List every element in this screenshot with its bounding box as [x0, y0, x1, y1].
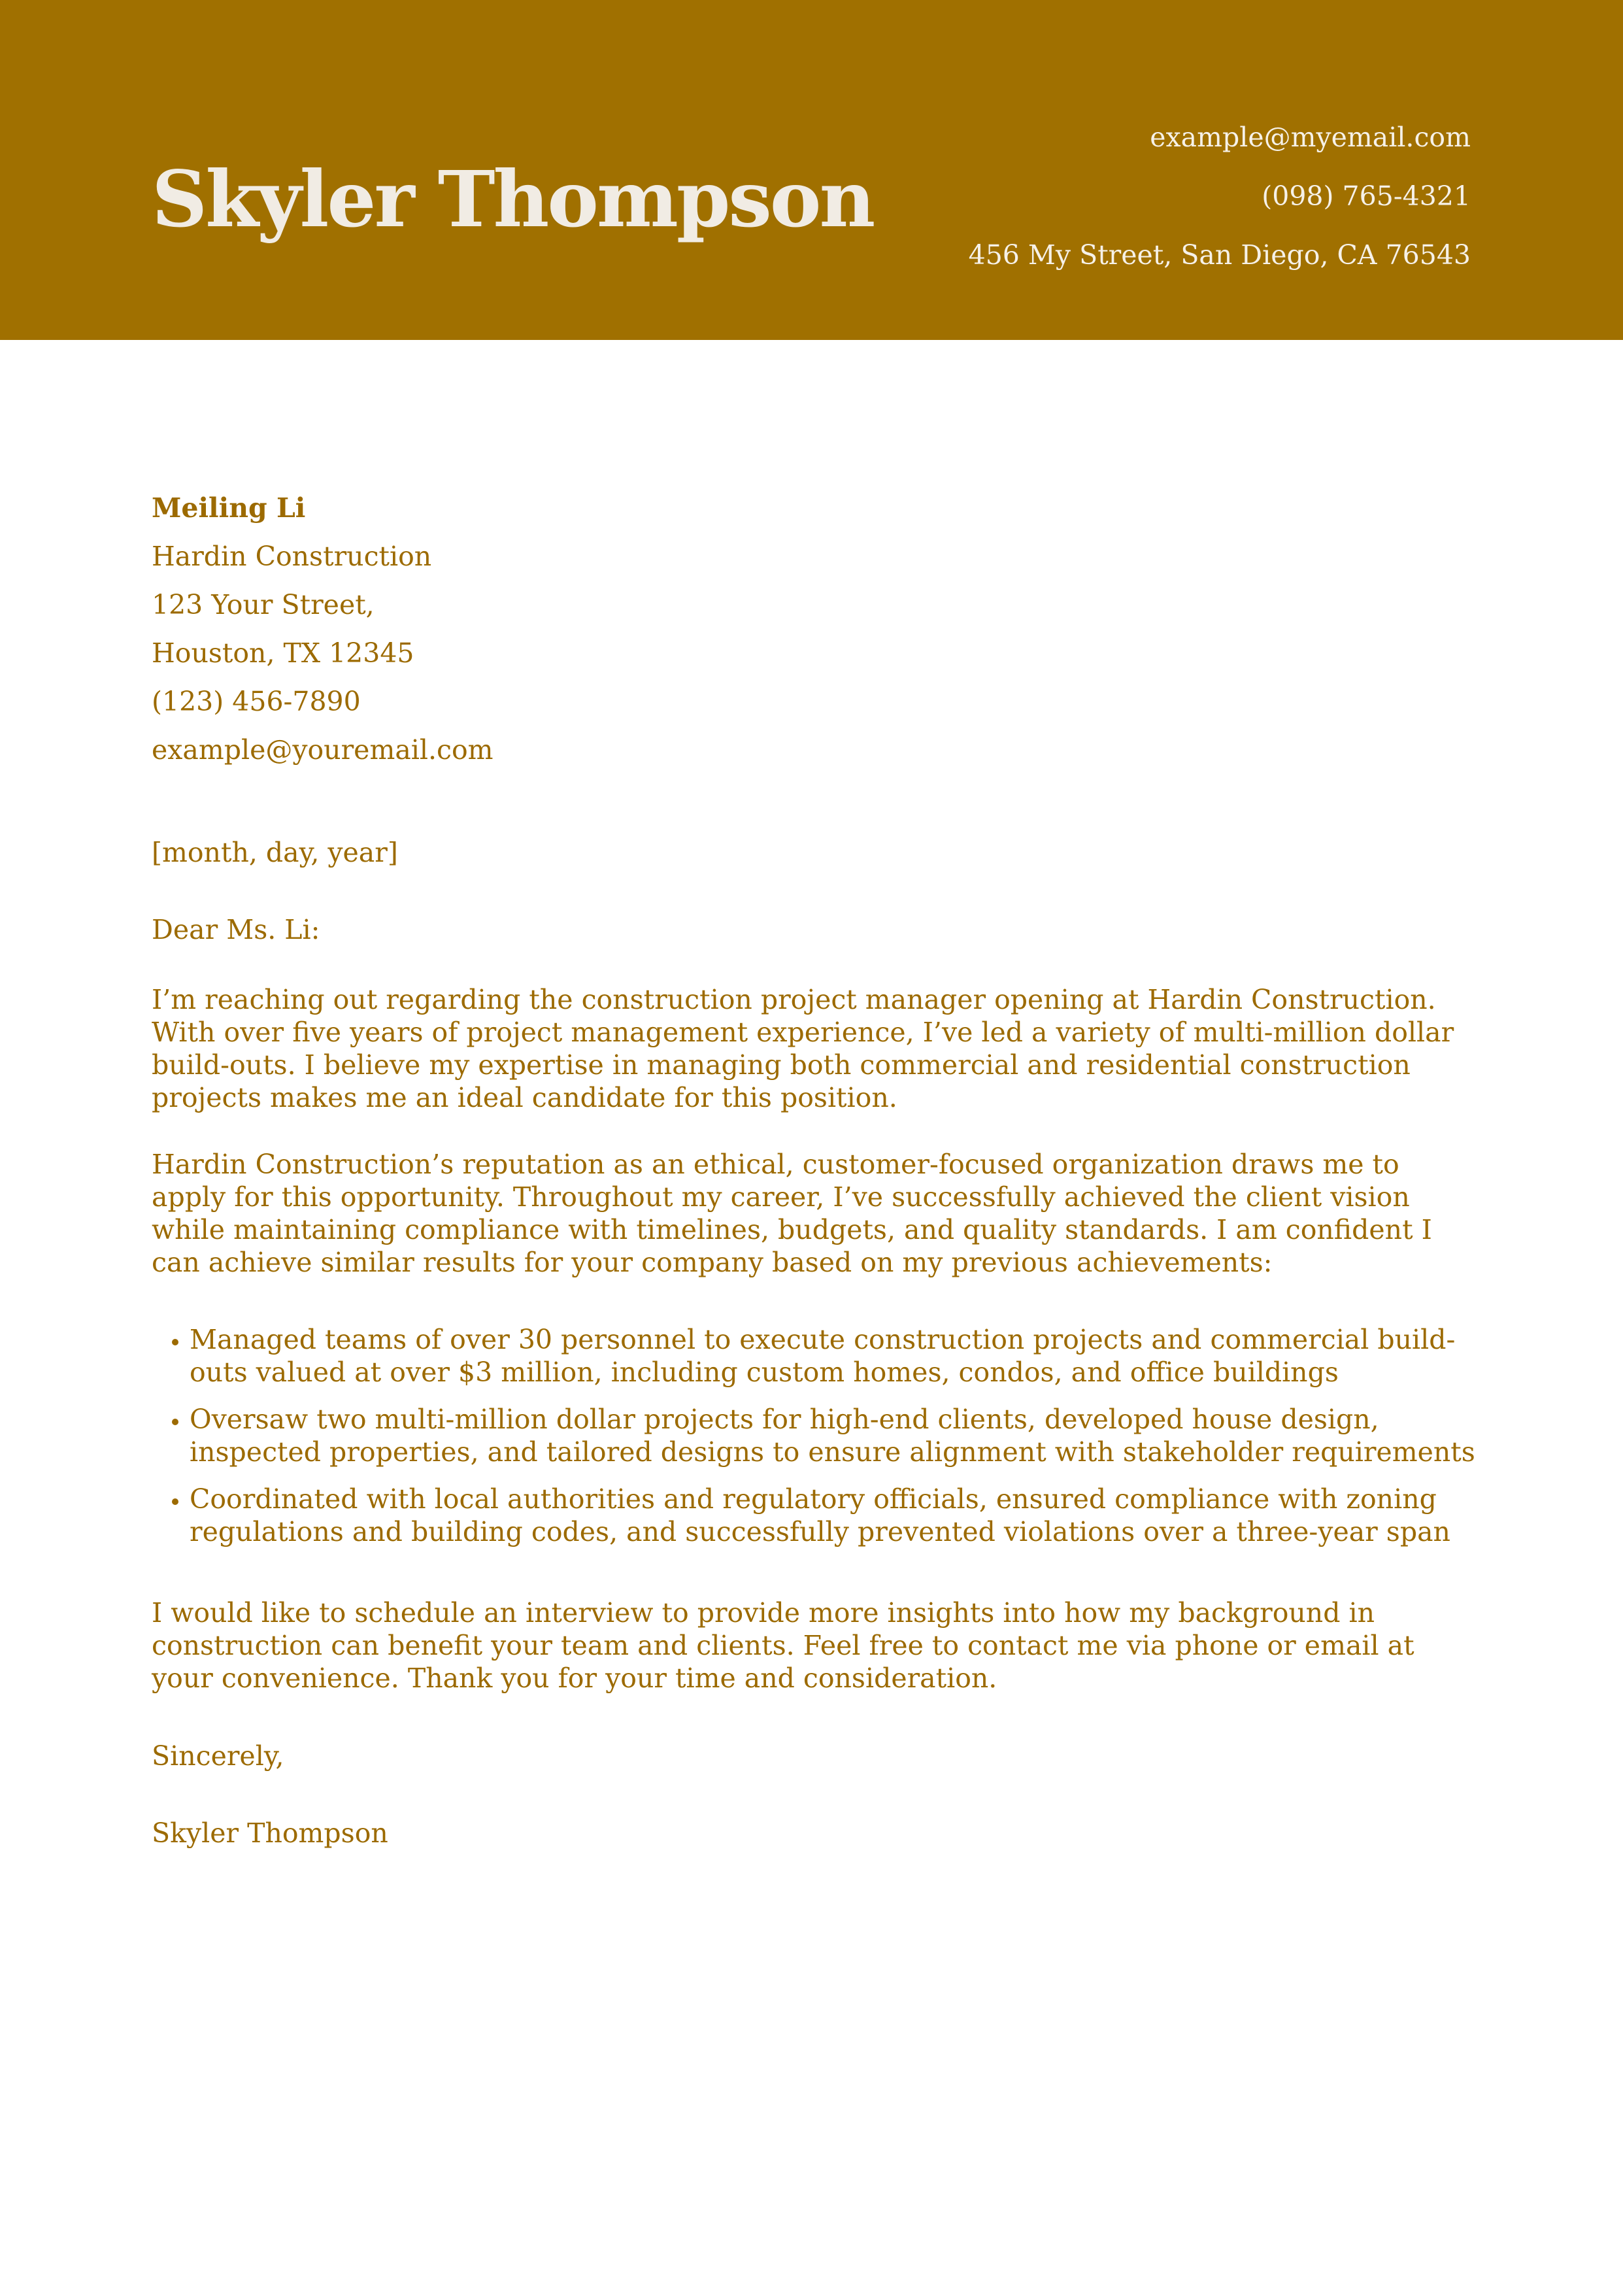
paragraph-closing: I would like to schedule an interview to provide more insights into how my background in construction can benefit your team and clients. Feel free to contact me via phone or email at your convenience. Thank you for your time and consideration.	[152, 1597, 1414, 1694]
recipient-street: 123 Your Street,	[152, 589, 375, 620]
achievement-item: • Managed teams of over 30 personnel to execute construction projects and commercial build-outs valued at over $3 million, including custom homes, condos, and office buildings	[190, 1323, 1479, 1389]
recipient-name: Meiling Li	[152, 492, 306, 524]
letter-date: [month, day, year]	[152, 837, 398, 868]
signoff: Sincerely,	[152, 1740, 284, 1772]
signature-name: Skyler Thompson	[152, 1817, 388, 1849]
recipient-city: Houston, TX 12345	[152, 637, 414, 669]
sender-email: example@myemail.com	[1150, 122, 1471, 153]
sender-address: 456 My Street, San Diego, CA 76543	[968, 239, 1471, 271]
paragraph-intro: I’m reaching out regarding the construction project manager opening at Hardin Construction. With over five years of project management experience, I’ve led a variety of multi-million dollar build-outs. I believe my expertise in managing both commercial and residential construction projects makes me an ideal candidate for this position.	[152, 984, 1454, 1113]
sender-phone: (098) 765-4321	[1262, 180, 1471, 212]
recipient-block	[152, 484, 1479, 774]
recipient-email: example@youremail.com	[152, 734, 494, 766]
recipient-company: Hardin Construction	[152, 541, 432, 572]
sender-name: Skyler Thompson	[152, 154, 874, 245]
recipient-phone: (123) 456-7890	[152, 686, 361, 717]
achievement-item: • Coordinated with local authorities and regulatory officials, ensured compliance with zoning regulations and building codes, and successfully prevented violations over a three-year span	[190, 1483, 1479, 1548]
achievements-list	[152, 1323, 1479, 1548]
salutation: Dear Ms. Li:	[152, 914, 320, 945]
paragraph-reputation: Hardin Construction’s reputation as an ethical, customer-focused organization draws me to apply for this opportunity. Throughout my career, I’ve successfully achieved the client vision while maintaining compliance with timelines, budgets, and quality standards. I am confident I can achieve similar results for your company based on my previous achievements:	[152, 1149, 1432, 1278]
letter-body	[152, 484, 1479, 1853]
sender-contact-block	[969, 108, 1471, 284]
achievement-item: • Oversaw two multi-million dollar projects for high-end clients, developed house design, inspected properties, and tailored designs to ensure alignment with stakeholder requirements	[190, 1403, 1479, 1468]
letter-header	[0, 0, 1623, 340]
